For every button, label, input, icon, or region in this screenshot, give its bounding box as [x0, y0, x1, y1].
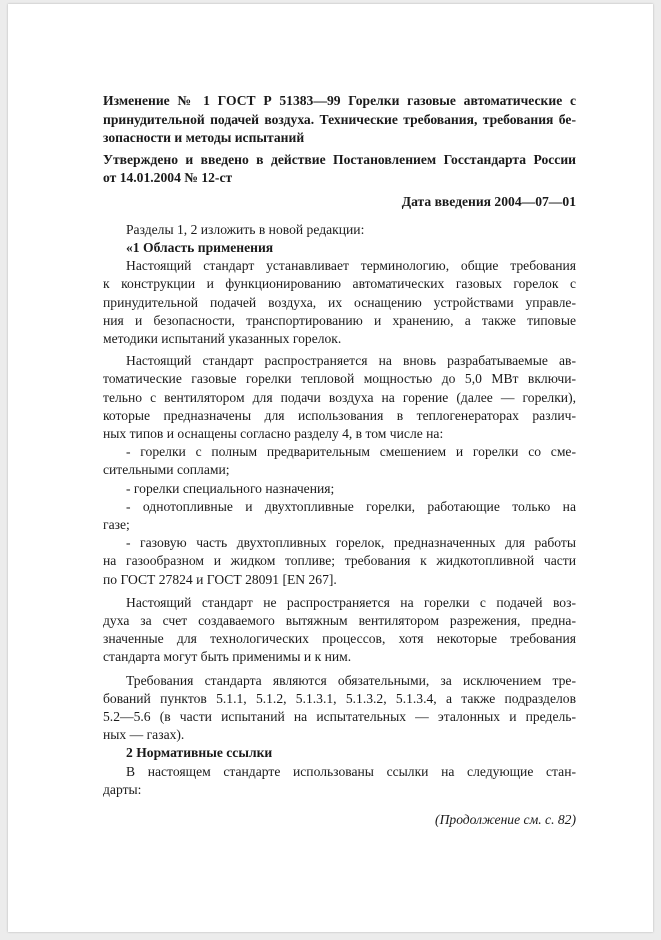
list-item	[103, 443, 576, 479]
list-item	[103, 534, 576, 589]
text-line: стандарта могут быть применимы и к ним.	[103, 649, 352, 665]
text-line: значенные для технологических процессов, хотя некоторые требования	[103, 631, 576, 647]
list-item	[103, 480, 576, 498]
list-item	[103, 498, 576, 534]
text-line: ных — газах).	[103, 727, 185, 743]
approval-statement	[103, 151, 576, 188]
paragraph-exclusions	[103, 594, 576, 667]
text-line: на газообразном и жидком топливе; требования к жидкотопливной части	[103, 553, 576, 569]
title-line: зопасности и методы испытаний	[103, 130, 305, 145]
text-line: которые предназначены для использования в теплогенераторах различ-	[103, 407, 576, 423]
text-line: Настоящий стандарт устанавливает терминологию, общие требования	[126, 258, 576, 274]
amendment-title	[103, 92, 576, 148]
text-line: В настоящем стандарте использованы ссылки на следующие стан-	[126, 763, 576, 779]
text-line: томатические газовые горелки тепловой мощностью до 5,0 МВт включи-	[103, 371, 576, 387]
text-line: принудительной подачей воздуха, их оснащению устройствами управле-	[103, 294, 576, 310]
text-line: - горелки с полным предварительным смешением и горелки со сме-	[126, 444, 576, 460]
text-line: сительными соплами;	[103, 462, 230, 478]
text-line: бований пунктов 5.1.1, 5.1.2, 5.1.3.1, 5.1.3.2, 5.1.3.4, а также подразделов	[103, 690, 576, 706]
paragraph-references	[103, 763, 576, 799]
paragraph-requirements	[103, 672, 576, 745]
continuation-note: (Продолжение см. с. 82)	[435, 812, 576, 827]
document-content	[103, 92, 576, 829]
section-2-heading: 2 Нормативные ссылки	[126, 745, 273, 761]
text-line: к конструкции и функционированию автоматических газовых горелок с	[103, 276, 576, 292]
text-line: ния и безопасности, транспортированию и хранению, а также типовые	[103, 312, 576, 328]
text-line: 5.2—5.6 (в части испытаний на испытательных — эталонных и предель-	[103, 708, 576, 724]
paragraph-scope	[103, 257, 576, 348]
section-1-heading: «1 Область применения	[126, 239, 274, 255]
text-line: духа за счет создаваемого вытяжным вентилятором разрежения, предна-	[103, 612, 576, 628]
text-line: тельно с вентилятором для подачи воздуха на горение (далее — горелки),	[103, 389, 576, 405]
effective-date: Дата введения 2004—07—01	[401, 193, 576, 209]
text-line: по ГОСТ 27824 и ГОСТ 28091 [EN 267].	[103, 571, 337, 587]
paragraph-applicability	[103, 352, 576, 443]
amendment-header	[103, 92, 576, 211]
text-line: - однотопливные и двухтопливные горелки, работающие только на	[126, 498, 576, 514]
document-page	[8, 4, 653, 932]
text-line: - горелки специального назначения;	[126, 480, 335, 496]
text-line: Настоящий стандарт не распространяется на горелки с подачей воз-	[126, 594, 576, 610]
approval-line: от 14.01.2004 № 12-ст	[103, 170, 233, 185]
title-line: Изменение № 1 ГОСТ Р 51383—99 Горелки газовые автоматические с	[103, 93, 576, 108]
text-line: - газовую часть двухтопливных горелок, предназначенных для работы	[126, 535, 576, 551]
intro-line: Разделы 1, 2 изложить в новой редакции:	[126, 221, 365, 237]
title-line: принудительной подачей воздуха. Технические требования, требования бе-	[103, 111, 576, 127]
text-line: методики испытаний указанных горелок.	[103, 330, 342, 346]
text-line: газе;	[103, 516, 130, 532]
text-line: ных типов и оснащены согласно разделу 4, в том числе на:	[103, 425, 444, 441]
text-line: Требования стандарта являются обязательными, за исключением тре-	[126, 672, 576, 688]
approval-line: Утверждено и введено в действие Постановлением Госстандарта России	[103, 151, 576, 167]
text-line: Настоящий стандарт распространяется на вновь разрабатываемые ав-	[126, 353, 576, 369]
text-line: дарты:	[103, 781, 142, 797]
